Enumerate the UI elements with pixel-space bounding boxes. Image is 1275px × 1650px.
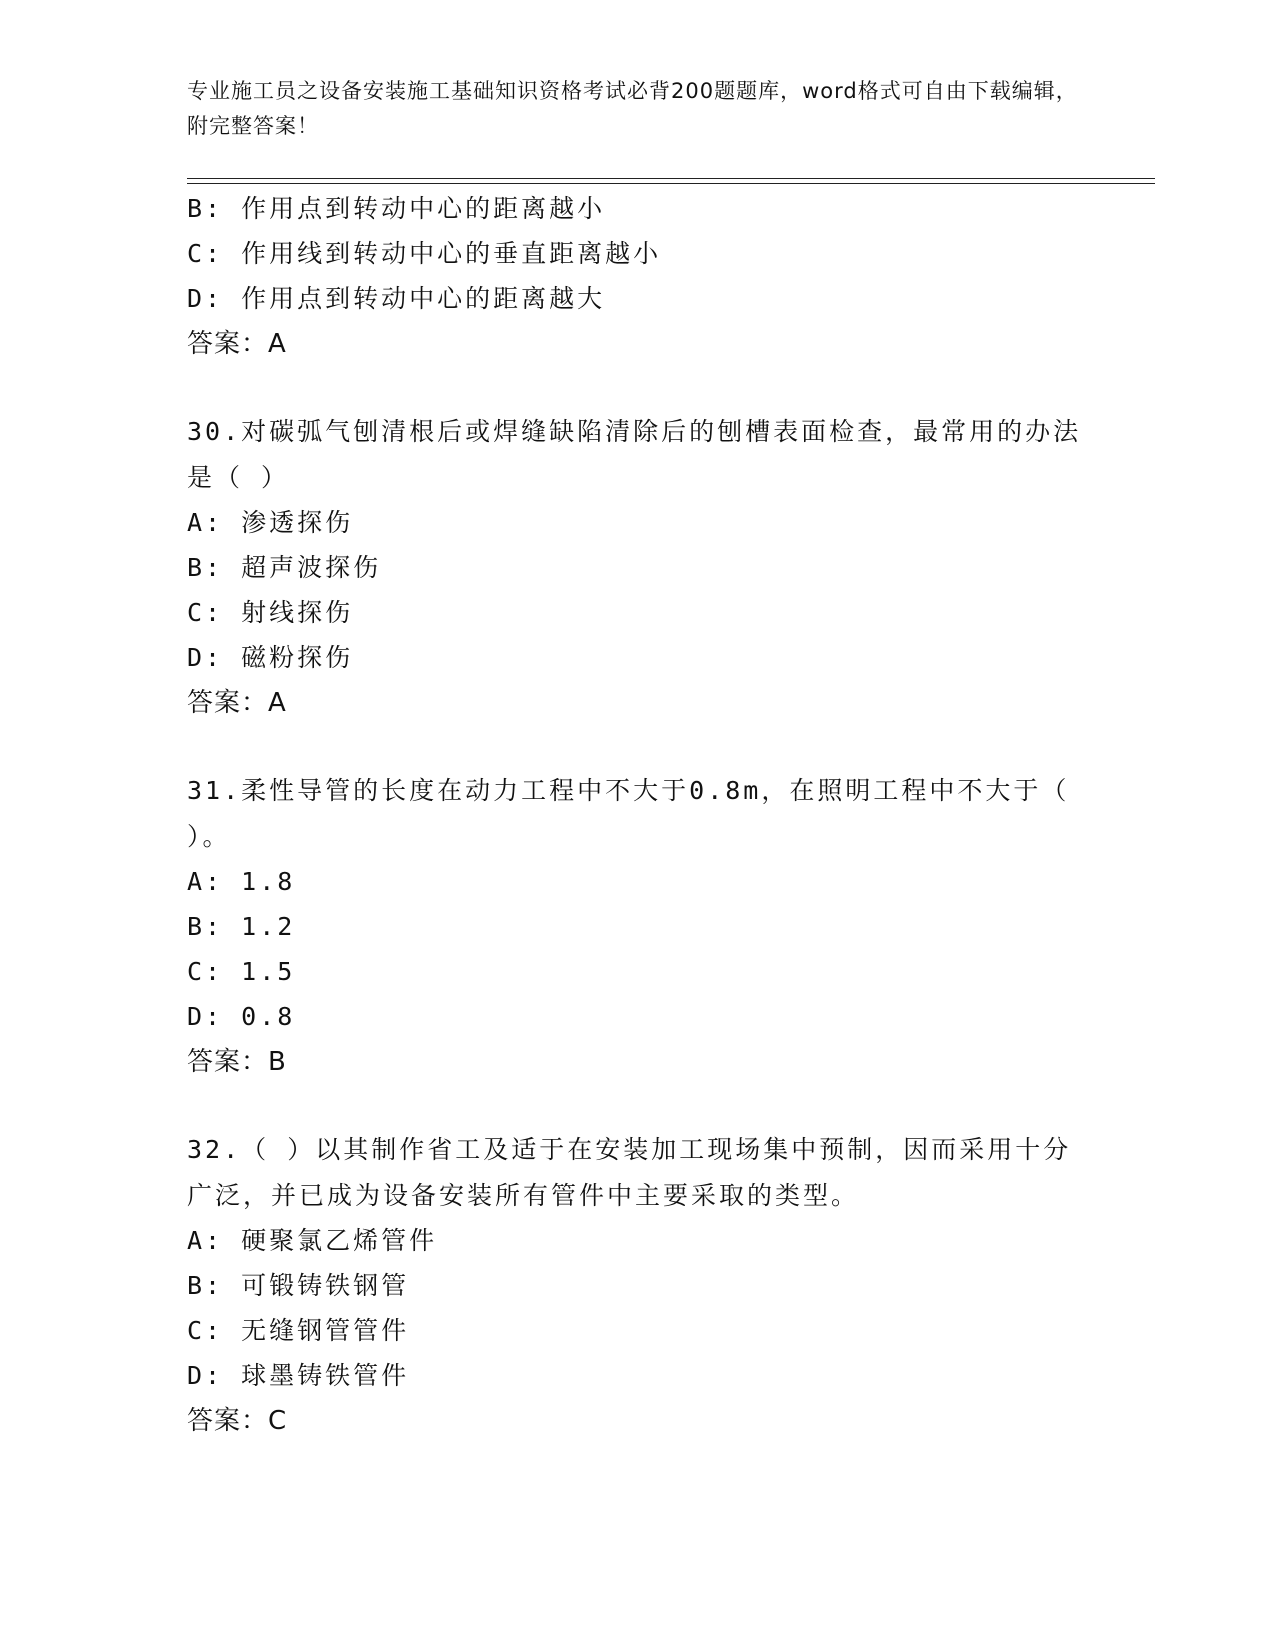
q31-question: 31.柔性导管的长度在动力工程中不大于0.8m，在照明工程中不大于（ ）。 — [187, 776, 1070, 851]
document-header: 专业施工员之设备安装施工基础知识资格考试必背200题题库，word格式可自由下载编辑，附完整答案！ — [187, 79, 1078, 138]
header-divider-bottom — [187, 183, 1155, 184]
q30-option-a: A: 渗透探伤 — [187, 508, 354, 537]
q30-answer: 答案：A — [187, 688, 287, 718]
q31-option-d: D: 0.8 — [187, 1002, 296, 1031]
q30-option-c: C: 射线探伤 — [187, 598, 354, 627]
q29-option-c: C: 作用线到转动中心的垂直距离越小 — [187, 239, 662, 268]
q32-option-d: D: 球墨铸铁管件 — [187, 1361, 410, 1390]
q32-answer: 答案：C — [187, 1406, 288, 1436]
q31-option-b: B: 1.2 — [187, 912, 296, 941]
q30-question: 30.对碳弧气刨清根后或焊缝缺陷清除后的刨槽表面检查，最常用的办法是（ ） — [187, 417, 1082, 492]
q31-option-a: A: 1.8 — [187, 867, 296, 896]
q31-answer: 答案：B — [187, 1047, 287, 1077]
q31-option-c: C: 1.5 — [187, 957, 296, 986]
q32-question: 32.（ ）以其制作省工及适于在安装加工现场集中预制，因而采用十分广泛，并已成为设备安装所有管件中主要采取的类型。 — [187, 1135, 1072, 1210]
q32-option-a: A: 硬聚氯乙烯管件 — [187, 1226, 438, 1255]
q32-option-c: C: 无缝钢管管件 — [187, 1316, 410, 1345]
q29-answer: 答案：A — [187, 329, 287, 359]
q29-option-b: B: 作用点到转动中心的距离越小 — [187, 194, 606, 223]
q30-option-b: B: 超声波探伤 — [187, 553, 382, 582]
header-divider-top — [187, 178, 1155, 179]
q29-option-d: D: 作用点到转动中心的距离越大 — [187, 284, 606, 313]
q30-option-d: D: 磁粉探伤 — [187, 643, 354, 672]
q32-option-b: B: 可锻铸铁钢管 — [187, 1271, 410, 1300]
